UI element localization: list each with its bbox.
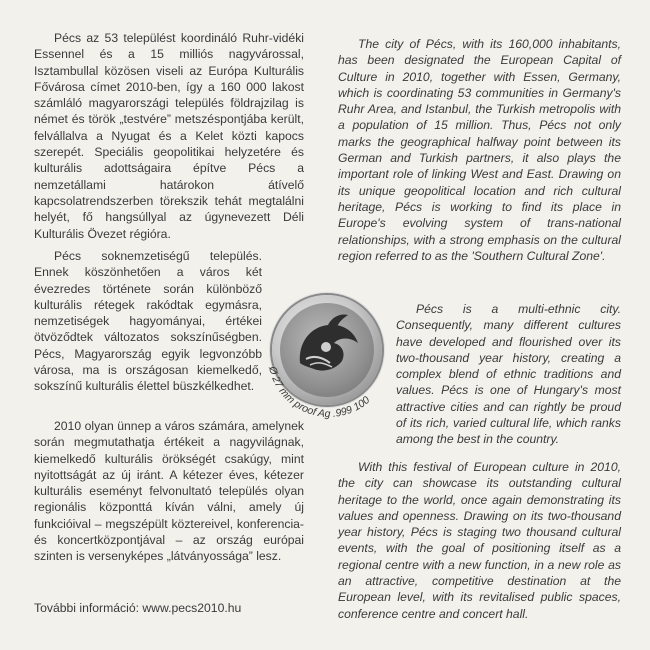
- svg-text:Ø 27 mm proof Ag .999 100: [266, 364, 372, 420]
- english-text-3: With this festival of European culture in 2010, the city can showcase its outstanding cultural heritage to the world, once again demonstrating its values and openness. Drawing on its two-thousand year history, Pécs is staging two thousand cultural events, with the goal of positioning itself as a regional centre with a new function, in a new role as an attractive, competitive destination at the European level, with its revitalised public spaces, conference centre and concert hall.: [338, 460, 621, 621]
- hungarian-paragraph-3: [34, 418, 304, 565]
- commemorative-coin: [262, 290, 396, 421]
- hungarian-paragraph-1: [34, 30, 304, 242]
- english-text-1: The city of Pécs, with its 160,000 inhabitants, has been designated the European Capital of Culture in 2010, together with Essen, Germany, which is coordinating 53 communities in Germany's Ruhr Area, and Istanbul, the Turkish metropolis with a population of 15 million. Thus, Pécs not only marks the geographical halfway point between its German and Turkish partners, it also plays the important role of linking West and East. Drawing on its unique geopolitical location and rich cultural heritage, Pécs is working to find its place in Europe's evolving system of trans-national relationships, with a strong emphasis on the cultural region referred to as the 'Southern Cultural Zone'.: [338, 37, 621, 263]
- english-paragraph-3: [338, 459, 621, 622]
- coin-spec: Ø 27 mm proof Ag .999 100: [266, 365, 373, 421]
- english-paragraph-1: [338, 36, 621, 264]
- english-text-2: Pécs is a multi-ethnic city. Consequently, many different cultures have developed and flourished over its two-thousand year history, creating a complex blend of ethnic traditions and values. Pécs is one of Hungary's most attractive cities and can rightly be proud of its rich, varied cultural life, which ranks among the best in the country.: [396, 302, 621, 447]
- hungarian-text-2: Pécs soknemzetiségű település. Ennek köszönhetően a város két évezredes története során különböző kulturális rétegek rakódtak egymásra, nemzetiségek hagyományai, értékei ötvöződtek változatos sokszínűségben. Pécs, Magyarország egyik legvonzóbb városa, ma is országosan kiemelkedő, sokszínű kulturális élettel büszkélkedhet.: [34, 249, 262, 394]
- hungarian-text-3: 2010 olyan ünnep a város számára, amelynek során megmutathatja értékeit a nagyvilágnak, kiemelkedő kulturális örökségét csakúgy, mint nyitottságát az új iránt. A kétezer éves, kétezer kulturális eseményt felvonultató település olyan regionális központtá kíván válni, amely új funkcióival – megszépült köztereivel, konferencia- és koncertközpontjával – az ország európai szinten is versenyképes „látványossága” lesz.: [34, 419, 304, 564]
- more-info-text[interactable]: További információ: www.pecs2010.hu: [34, 601, 242, 615]
- more-info: [34, 600, 304, 616]
- hungarian-text-1: Pécs az 53 települést koordináló Ruhr-vidéki Essennel és a 15 milliós nagyvárossal, Isztambullal közösen viseli az Európa Kulturális Fővárosa címet 2010-ben, így a 160 000 lakost számláló magyarországi település földrajzilag is német és török „testvére” metszéspontjába került, felvállalva a Nyugat és a Kelet közti kapocs szerepét. Speciális geopolitikai helyzetére és kulturális adottságaira építve Pécs a nemzetállami határokon átívelő kapcsolatrendszerben törekszik tehát megtalálni helyét, fő hangsúllyal az úgynevezett Déli Kulturális Övezet régióra.: [34, 31, 304, 241]
